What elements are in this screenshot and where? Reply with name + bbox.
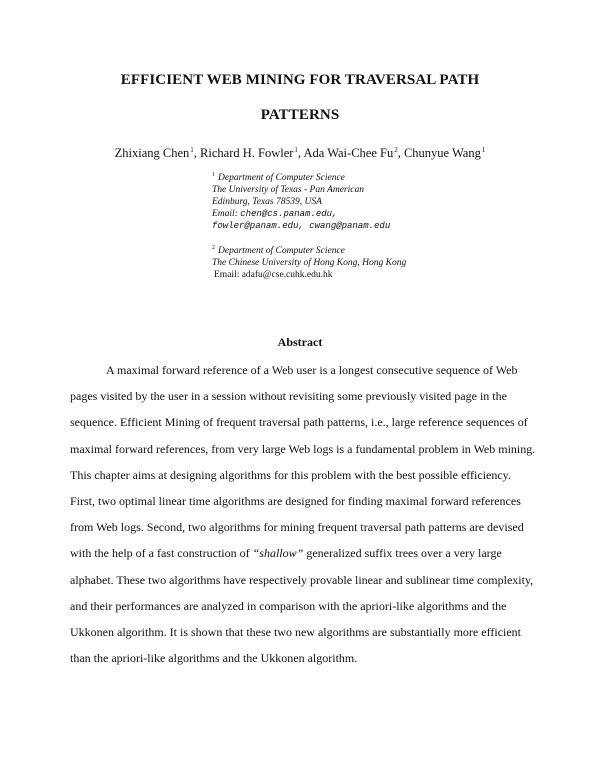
abstract-line: from Web logs. Second, two algorithms for mining frequent traversal path patterns are devised xyxy=(70,520,524,535)
abstract-line: This chapter aims at designing algorithms for this problem with the best possible efficiency. xyxy=(70,467,511,482)
abstract-line-part: generalized suffix trees over a very large xyxy=(303,546,502,561)
affiliation-2 xyxy=(212,242,406,281)
abstract-line: pages visited by the user in a session without revisiting some previously visited page in the xyxy=(70,389,507,404)
author-name: Chunyue Wang xyxy=(403,146,481,160)
author-name: Ada Wai-Chee Fu xyxy=(303,146,394,160)
author-affiliation-mark: 1 xyxy=(481,146,486,154)
author-name: Richard H. Fowler xyxy=(200,146,294,160)
affiliation-number: 2 xyxy=(212,245,215,251)
abstract-line-part: with the help of a fast construction of xyxy=(70,546,253,561)
affiliation-1 xyxy=(212,169,390,232)
abstract-line: A maximal forward reference of a Web user is a longest consecutive sequence of Web xyxy=(106,363,518,377)
author-list: Zhixiang Chen$^1$, Richard H. Fowler$^1$, Ada Wai-Chee Fu$^2$, Chunyue Wang$^1$ xyxy=(114,146,486,160)
author-affiliation-mark: 1 xyxy=(190,146,194,154)
affiliation-dept-text: Department of Computer Science xyxy=(218,246,345,256)
abstract-body xyxy=(70,357,536,671)
abstract-line: alphabet. These two algorithms have respectively provable linear and sublinear time complexity, xyxy=(70,572,534,587)
paper-title-line-1: EFFICIENT WEB MINING FOR TRAVERSAL PATH xyxy=(120,72,480,88)
paper-title-line-2: PATTERNS xyxy=(260,107,340,123)
affiliation-university: The University of Texas - Pan American xyxy=(212,185,364,195)
affiliation-dept-text: Department of Computer Science xyxy=(218,173,345,183)
author-name: Zhixiang Chen xyxy=(114,146,190,160)
abstract-line xyxy=(70,540,530,566)
email-address: chen@cs.panam.edu, xyxy=(240,209,338,219)
affiliation-dept xyxy=(212,242,406,257)
abstract-line: Ukkonen algorithm. It is shown that these two new algorithms are substantially more efficient xyxy=(70,625,522,640)
affiliation-number: 1 xyxy=(212,172,215,178)
abstract-line: maximal forward references, from very large Web logs is a fundamental problem in Web mining. xyxy=(70,441,536,456)
affiliation-email: Email: adafu@cse.cuhk.edu.hk xyxy=(214,270,333,280)
author-affiliation-mark: 2 xyxy=(394,146,398,154)
affiliation-dept xyxy=(212,169,390,184)
abstract-heading: Abstract xyxy=(277,335,323,349)
abstract-line: sequence. Efficient Mining of frequent traversal path patterns, i.e., large reference sequences of xyxy=(70,415,528,430)
affiliation-email xyxy=(212,208,390,220)
affiliation-city: Edinburg, Texas 78539, USA xyxy=(212,197,322,207)
email-label: Email: xyxy=(212,209,241,219)
affiliation-university: The Chinese University of Hong Kong, Hong Kong xyxy=(212,258,407,268)
abstract-emphasis: “shallow” xyxy=(252,546,304,561)
affiliation-email-cont: fowler@panam.edu, cwang@panam.edu xyxy=(212,221,391,231)
abstract-line: than the apriori-like algorithms and the Ukkonen algorithm. xyxy=(70,651,358,666)
author-affiliation-mark: 1 xyxy=(294,146,298,154)
abstract-line: First, two optimal linear time algorithms are designed for finding maximal forward references xyxy=(70,494,521,509)
abstract-line: and their performances are analyzed in comparison with the apriori-like algorithms and the xyxy=(70,598,507,613)
